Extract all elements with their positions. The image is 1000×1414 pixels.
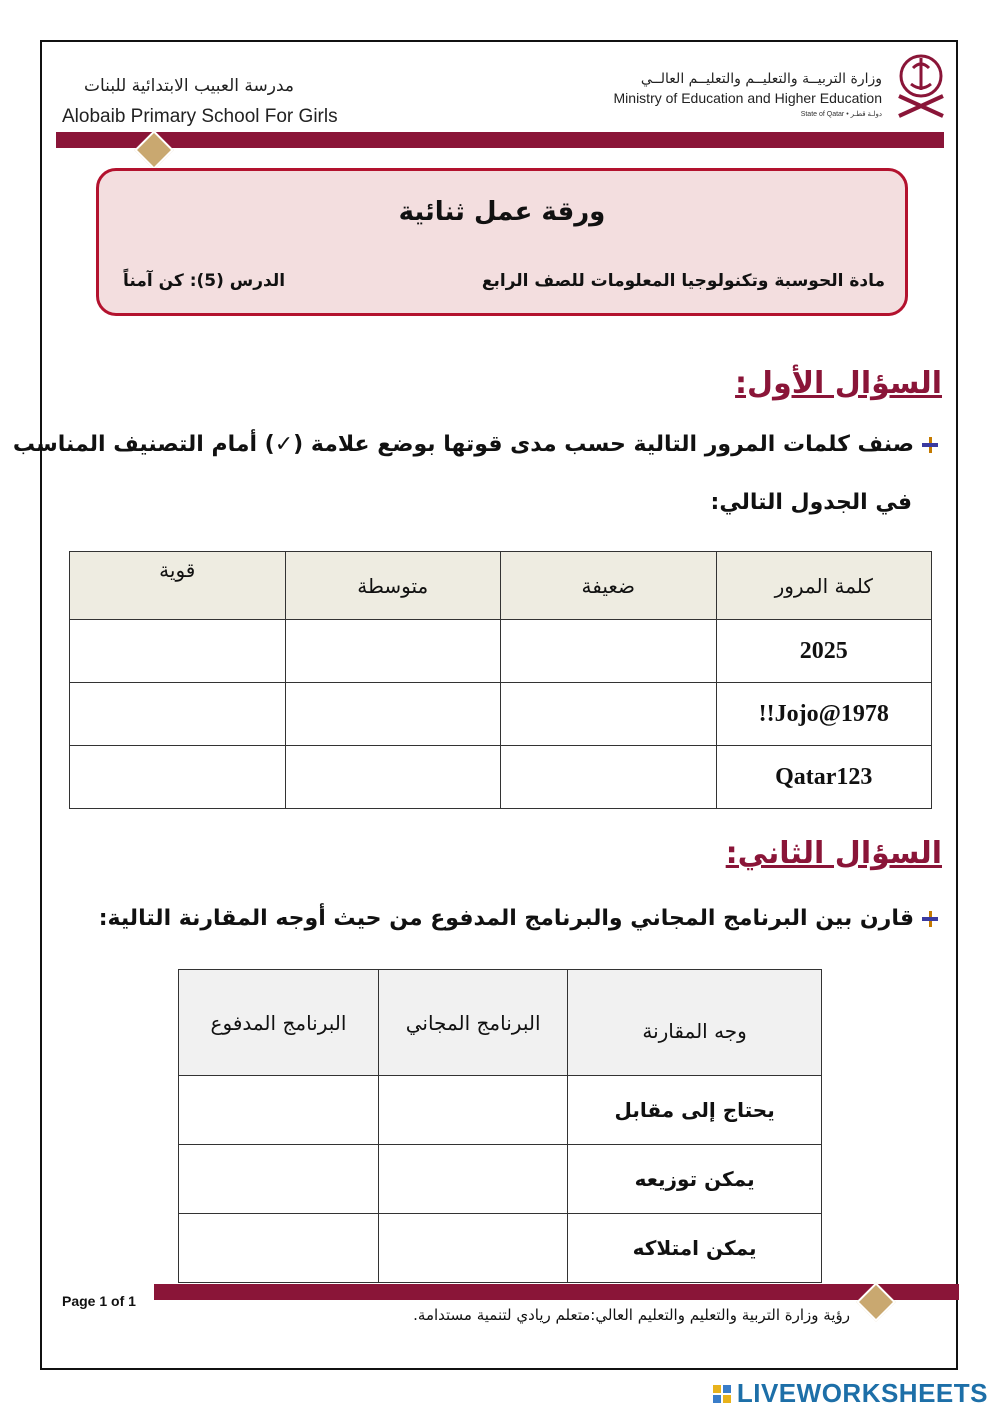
ministry-name-en: Ministry of Education and Higher Education (613, 90, 882, 106)
table-row (70, 683, 932, 746)
free-software-answer-cell[interactable] (379, 1076, 568, 1145)
paid-software-answer-cell[interactable] (179, 1076, 379, 1145)
strong-answer-cell[interactable] (70, 620, 286, 683)
question2-instruction: قارن بين البرنامج المجاني والبرنامج المدفوع من حيث أوجه المقارنة التالية: (99, 906, 938, 931)
ministry-name-ar: وزارة التربيــة والتعليــم والتعليــم العالــي (640, 71, 882, 87)
table-header: قوية (70, 552, 286, 620)
weak-answer-cell[interactable] (501, 683, 717, 746)
paid-software-answer-cell[interactable] (179, 1145, 379, 1214)
footer-band (154, 1284, 959, 1300)
liveworksheets-logo-icon (713, 1385, 731, 1403)
header-band (56, 132, 944, 148)
liveworksheets-brand[interactable] (713, 1378, 988, 1409)
comparison-aspect-cell: يمكن توزيعه (568, 1145, 822, 1214)
password-table (69, 551, 932, 809)
bullet-icon (922, 437, 938, 453)
strong-answer-cell[interactable] (70, 683, 286, 746)
password-cell: 2025 (716, 620, 932, 683)
comparison-table (178, 969, 822, 1283)
comparison-aspect-cell: يحتاج إلى مقابل (568, 1076, 822, 1145)
weak-answer-cell[interactable] (501, 746, 717, 809)
school-name-ar: مدرسة العبيب الابتدائية للبنات (84, 76, 295, 96)
free-software-answer-cell[interactable] (379, 1145, 568, 1214)
table-header: وجه المقارنة (568, 970, 822, 1076)
bullet-icon (922, 911, 938, 927)
weak-answer-cell[interactable] (501, 620, 717, 683)
table-row (70, 620, 932, 683)
table-header: متوسطة (285, 552, 501, 620)
liveworksheets-label: LIVEWORKSHEETS (736, 1378, 988, 1408)
worksheet-title: ورقة عمل ثنائية (398, 197, 606, 227)
medium-answer-cell[interactable] (285, 683, 501, 746)
paid-software-answer-cell[interactable] (179, 1214, 379, 1283)
medium-answer-cell[interactable] (285, 746, 501, 809)
password-cell: Jojo@1978!! (716, 683, 932, 746)
ministry-vision: رؤية وزارة التربية والتعليم والتعليم العالي:متعلم ريادي لتنمية مستدامة. (413, 1306, 850, 1324)
table-row (70, 746, 932, 809)
page-number: Page 1 of 1 (62, 1293, 136, 1309)
table-row (179, 1076, 822, 1145)
table-header: كلمة المرور (716, 552, 932, 620)
question1-heading: السؤال الأول: (735, 366, 942, 401)
state-label: State of Qatar • دولـة قطـر (800, 111, 882, 118)
comparison-aspect-cell: يمكن امتلاكه (568, 1214, 822, 1283)
medium-answer-cell[interactable] (285, 620, 501, 683)
table-header: البرنامج المدفوع (179, 970, 379, 1076)
subject-label: مادة الحوسبة وتكنولوجيا المعلومات للصف الرابع (481, 271, 885, 291)
qatar-emblem-icon (893, 46, 949, 124)
title-box (96, 168, 908, 316)
lesson-label: الدرس (5): كن آمناً (123, 271, 286, 291)
question1-instruction-cont: في الجدول التالي: (710, 490, 912, 515)
table-row (179, 1214, 822, 1283)
table-row (179, 1145, 822, 1214)
password-cell: Qatar123 (716, 746, 932, 809)
table-header: البرنامج المجاني (379, 970, 568, 1076)
question2-heading: السؤال الثاني: (725, 836, 942, 871)
question1-instruction: صنف كلمات المرور التالية حسب مدى قوتها بوضع علامة (✓) أمام التصنيف المناسب (13, 432, 938, 457)
free-software-answer-cell[interactable] (379, 1214, 568, 1283)
table-header: ضعيفة (501, 552, 717, 620)
strong-answer-cell[interactable] (70, 746, 286, 809)
school-name-en: Alobaib Primary School For Girls (62, 106, 338, 127)
